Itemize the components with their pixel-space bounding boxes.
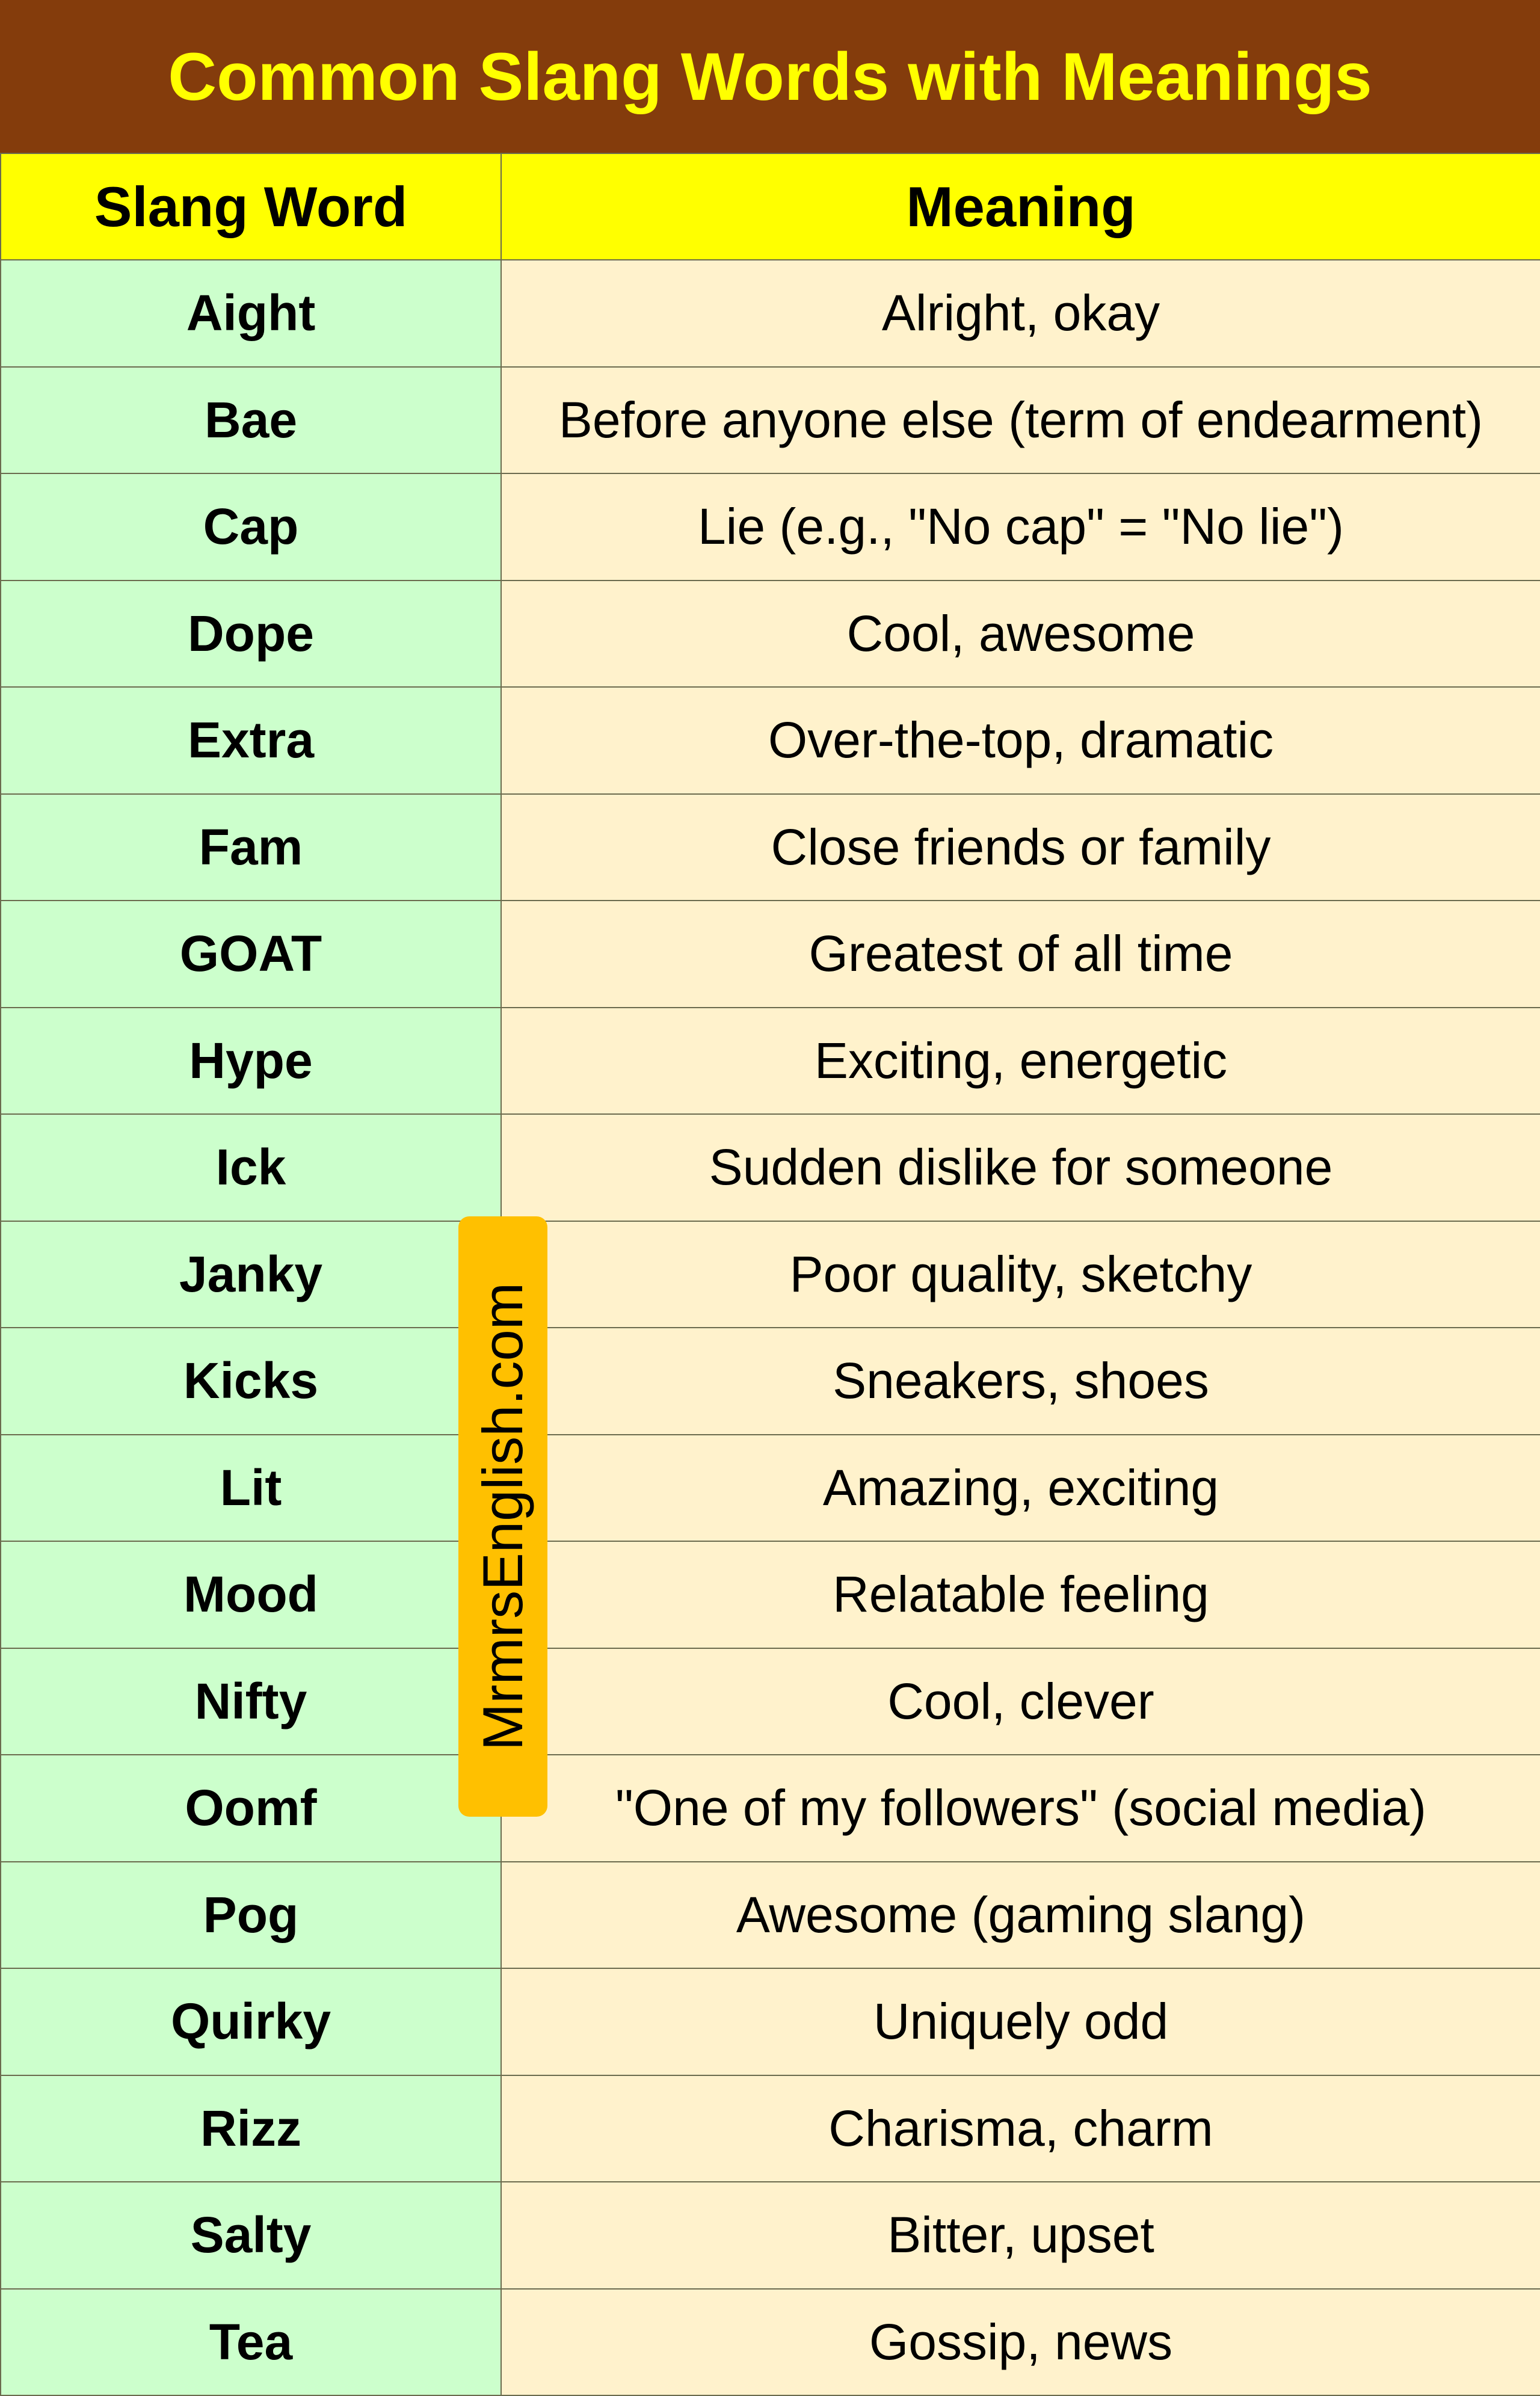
meaning-cell: Cool, clever: [501, 1648, 1540, 1755]
meaning-cell: Sudden dislike for someone: [501, 1114, 1540, 1221]
page-title: Common Slang Words with Meanings: [168, 38, 1372, 114]
slang-word-cell: Rizz: [1, 2075, 501, 2182]
table-row: [1, 260, 1540, 367]
table-row: [1, 1221, 1540, 1328]
meaning-cell: Gossip, news: [501, 2289, 1540, 2396]
slang-word-cell: Nifty: [1, 1648, 501, 1755]
meaning-cell: Greatest of all time: [501, 901, 1540, 1008]
table-row: [1, 367, 1540, 474]
slang-word-cell: Salty: [1, 2182, 501, 2289]
watermark-badge: [458, 1216, 547, 1817]
table-row: [1, 1755, 1540, 1862]
slang-word-cell: Quirky: [1, 1968, 501, 2075]
slang-word-cell: Extra: [1, 687, 501, 794]
slang-word-cell: Bae: [1, 367, 501, 474]
meaning-cell: Close friends or family: [501, 794, 1540, 901]
table-row: [1, 794, 1540, 901]
meaning-cell: Sneakers, shoes: [501, 1328, 1540, 1435]
table-row: [1, 2075, 1540, 2182]
table-row: [1, 1435, 1540, 1542]
slang-word-cell: Tea: [1, 2289, 501, 2396]
column-header-word: Slang Word: [1, 153, 501, 260]
meaning-cell: Before anyone else (term of endearment): [501, 367, 1540, 474]
meaning-cell: Poor quality, sketchy: [501, 1221, 1540, 1328]
table-row: [1, 1968, 1540, 2075]
slang-word-cell: Aight: [1, 260, 501, 367]
meaning-cell: Bitter, upset: [501, 2182, 1540, 2289]
table-row: [1, 1328, 1540, 1435]
slang-word-cell: Janky: [1, 1221, 501, 1328]
slang-word-cell: Oomf: [1, 1755, 501, 1862]
table-row: [1, 1541, 1540, 1648]
slang-word-cell: GOAT: [1, 901, 501, 1008]
meaning-cell: Exciting, energetic: [501, 1008, 1540, 1115]
meaning-cell: Over-the-top, dramatic: [501, 687, 1540, 794]
table-row: [1, 1114, 1540, 1221]
meaning-cell: Charisma, charm: [501, 2075, 1540, 2182]
slang-word-cell: Cap: [1, 473, 501, 581]
meaning-cell: Cool, awesome: [501, 581, 1540, 688]
meaning-cell: Relatable feeling: [501, 1541, 1540, 1648]
table-row: [1, 581, 1540, 688]
table-row: [1, 1648, 1540, 1755]
slang-word-cell: Fam: [1, 794, 501, 901]
column-header-meaning: Meaning: [501, 153, 1540, 260]
slang-word-cell: Ick: [1, 1114, 501, 1221]
table-body: [1, 260, 1540, 2395]
meaning-cell: Awesome (gaming slang): [501, 1862, 1540, 1969]
slang-table: [0, 153, 1540, 2396]
meaning-cell: Amazing, exciting: [501, 1435, 1540, 1542]
table-row: [1, 1862, 1540, 1969]
table-row: [1, 2289, 1540, 2396]
table-header-row: [1, 153, 1540, 260]
slang-word-cell: Pog: [1, 1862, 501, 1969]
table-row: [1, 901, 1540, 1008]
slang-word-cell: Mood: [1, 1541, 501, 1648]
slang-word-cell: Kicks: [1, 1328, 501, 1435]
title-bar: [0, 0, 1540, 153]
meaning-cell: "One of my followers" (social media): [501, 1755, 1540, 1862]
meaning-cell: Lie (e.g., "No cap" = "No lie"): [501, 473, 1540, 581]
table-row: [1, 473, 1540, 581]
slang-word-cell: Hype: [1, 1008, 501, 1115]
table-row: [1, 687, 1540, 794]
slang-word-cell: Lit: [1, 1435, 501, 1542]
watermark-text: MrmrsEnglish.com: [471, 1282, 534, 1751]
table-row: [1, 2182, 1540, 2289]
table-row: [1, 1008, 1540, 1115]
meaning-cell: Alright, okay: [501, 260, 1540, 367]
slang-word-cell: Dope: [1, 581, 501, 688]
meaning-cell: Uniquely odd: [501, 1968, 1540, 2075]
